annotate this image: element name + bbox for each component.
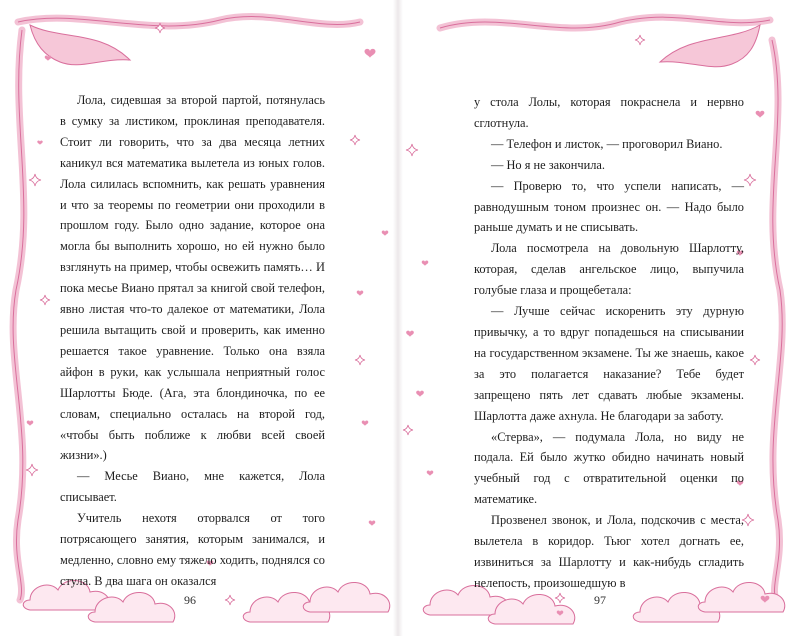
heart-icon <box>362 421 369 426</box>
heart-icon <box>406 331 414 337</box>
sparkle-icon <box>26 464 38 476</box>
heart-icon <box>756 111 765 118</box>
paragraph: — Лучше сейчас искоренить эту дурную привычку, а то вдруг попадешься на списывании на государственном экзамене. Ты же знаешь, какое за это полагается наказание? Тебе будет запрещено пять лет сдавать любые экзамены. Шарлотта даже ахнула. Не благодари за заботу. <box>474 304 744 423</box>
paragraph: «Стерва», — подумала Лола, но виду не подала. Ей было жутко обидно начинать новый учебный год с отвратительной оценки по математике. <box>474 429 744 507</box>
heart-icon <box>369 521 376 526</box>
sparkle-icon <box>350 135 360 145</box>
sparkle-icon <box>29 174 41 186</box>
sparkle-icon <box>750 355 760 365</box>
heart-icon <box>45 56 52 61</box>
sparkle-icon <box>744 174 756 186</box>
paragraph: Прозвенел звонок, и Лола, подскочив с места, вылетела в коридор. Тьюг хотел догнать ее, извиниться за Шарлотту и как-нибудь сгладить нелепость, произошедшую в <box>474 513 744 590</box>
paragraph: Учитель нехотя оторвался от того потрясающего занятия, которым занимался, и медленно, словно ему тяжело ходить, поднялся со стула. В два шага он оказался <box>60 511 325 588</box>
paragraph-continuation: у стола Лолы, которая покраснела и нервно сглотнула. <box>474 95 744 130</box>
paragraph: — Месье Виано, мне кажется, Лола списывает. <box>60 469 325 505</box>
sparkle-icon <box>40 295 50 305</box>
heart-icon <box>422 261 429 266</box>
page-number-right: 97 <box>594 593 606 607</box>
sparkle-icon <box>355 355 365 365</box>
right-page-text <box>474 92 744 594</box>
paragraph: — Проверю то, что успели написать, — равнодушным тоном произнес он. — Надо было раньше думать и не списывать. <box>474 178 744 235</box>
heart-icon <box>357 291 364 296</box>
heart-icon <box>427 471 434 476</box>
heart-icon <box>27 421 34 426</box>
wing-icon <box>660 25 760 67</box>
sparkle-icon <box>635 35 645 45</box>
paragraph: Лола посмотрела на довольную Шарлотту, которая, сделав ангельское лицо, выпучила голубые глаза и прощебетала: <box>474 241 744 298</box>
heart-icon <box>365 49 376 58</box>
paragraph: Лола, сидевшая за второй партой, потянулась в сумку за листиком, проклиная преподавателя. Стоит ли говорить, что за два месяца летних каникул вся математика вылетела из юных голов. Лола силилась вспомнить, как решать уравнения и что за теоремы по геометрии они проходили в прошлом году. Было одно задание, которое она могла бы выполнить хорошо, но ей нужно было взглянуть на пример, чтобы освежить память… И пока месье Виано прятал за книгой свой телефон, явно листая что-то далекое от математики, Лола решила вытащить свой и проверить, как именно решается такое уравнение. Только она взяла айфон в руки, как услышала неприятный голос Шарлотты Бюде. (Ага, эта блондиночка, по ее словам, специально осталась на второй год, «чтобы быть поближе к любви всей своей жизни».) <box>60 93 325 463</box>
heart-icon <box>416 391 424 397</box>
heart-icon <box>382 231 389 236</box>
paragraph: — Телефон и листок, — проговорил Виано. <box>491 136 723 151</box>
paragraph: — Но я не закончила. <box>491 157 606 172</box>
ribbon-top-left <box>18 17 360 26</box>
sparkle-icon <box>555 593 565 603</box>
sparkle-icon <box>225 595 235 605</box>
page-number-left: 96 <box>184 593 196 607</box>
wing-icon <box>30 25 130 65</box>
left-page-text <box>60 90 325 592</box>
heart-icon <box>37 140 43 145</box>
sparkle-icon <box>403 425 413 435</box>
sparkle-icon <box>406 144 418 156</box>
ribbon-top-right <box>440 17 770 28</box>
